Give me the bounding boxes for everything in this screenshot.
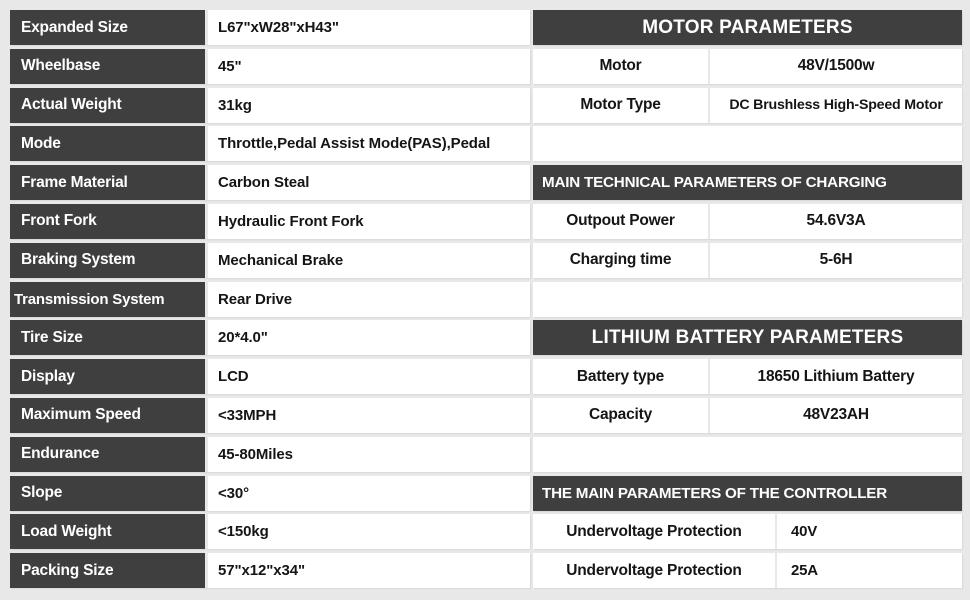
spec-label: Frame Material [10,165,205,200]
param-row [533,514,962,549]
spec-row [10,320,530,355]
spec-row [10,204,530,239]
spec-row [10,165,530,200]
spec-row [10,476,530,511]
param-value: DC Brushless High-Speed Motor [710,88,962,123]
param-label: Motor Type [533,88,708,123]
param-row [533,398,962,433]
spec-row [10,49,530,84]
spec-value: Hydraulic Front Fork [208,204,530,239]
spec-row [10,10,530,45]
spec-label: Braking System [10,243,205,278]
spacer-row [533,282,962,317]
spec-value: Rear Drive [208,282,530,317]
param-label: Charging time [533,243,708,278]
spec-label: Packing Size [10,553,205,588]
param-label: Motor [533,49,708,84]
section-header-battery: LITHIUM BATTERY PARAMETERS [533,320,962,355]
spec-row [10,437,530,472]
section-header-controller: THE MAIN PARAMETERS OF THE CONTROLLER [533,476,962,511]
spec-label: Mode [10,126,205,161]
spec-label: Transmission System [10,282,205,317]
spec-value: 20*4.0" [208,320,530,355]
spec-label: Tire Size [10,320,205,355]
spec-row [10,243,530,278]
param-row [533,243,962,278]
spec-row [10,126,530,161]
param-row [533,49,962,84]
param-label: Undervoltage Protection [533,514,775,549]
spec-value: 57"x12"x34" [208,553,530,588]
param-value: 5-6H [710,243,962,278]
spec-row [10,553,530,588]
spec-value: <30° [208,476,530,511]
param-value: 54.6V3A [710,204,962,239]
param-row [533,204,962,239]
spec-label: Slope [10,476,205,511]
spec-label: Actual Weight [10,88,205,123]
spec-table [10,10,530,592]
spec-label: Expanded Size [10,10,205,45]
spec-label: Endurance [10,437,205,472]
spec-label: Display [10,359,205,394]
param-row [533,359,962,394]
spec-value: <150kg [208,514,530,549]
spec-label: Wheelbase [10,49,205,84]
spec-value: 45" [208,49,530,84]
spec-value: <33MPH [208,398,530,433]
param-label: Battery type [533,359,708,394]
spec-row [10,514,530,549]
param-row [533,553,962,588]
spec-value: Mechanical Brake [208,243,530,278]
section-header-motor: MOTOR PARAMETERS [533,10,962,45]
param-value: 40V [777,514,962,549]
spec-label: Front Fork [10,204,205,239]
param-value: 48V23AH [710,398,962,433]
section-header-charging: MAIN TECHNICAL PARAMETERS OF CHARGING [533,165,962,200]
spec-row [10,359,530,394]
spacer-row [533,437,962,472]
spec-value: 45-80Miles [208,437,530,472]
spec-row [10,88,530,123]
spacer-row [533,126,962,161]
param-value: 25A [777,553,962,588]
param-value: 18650 Lithium Battery [710,359,962,394]
spec-value: LCD [208,359,530,394]
spec-label: Load Weight [10,514,205,549]
param-row [533,88,962,123]
spec-value: L67"xW28"xH43" [208,10,530,45]
param-tables [533,10,962,592]
spec-value: 31kg [208,88,530,123]
spec-value: Carbon Steal [208,165,530,200]
spec-row [10,398,530,433]
param-label: Outpout Power [533,204,708,239]
param-label: Undervoltage Protection [533,553,775,588]
param-value: 48V/1500w [710,49,962,84]
spec-row [10,282,530,317]
spec-value: Throttle,Pedal Assist Mode(PAS),Pedal [208,126,530,161]
spec-label: Maximum Speed [10,398,205,433]
param-label: Capacity [533,398,708,433]
